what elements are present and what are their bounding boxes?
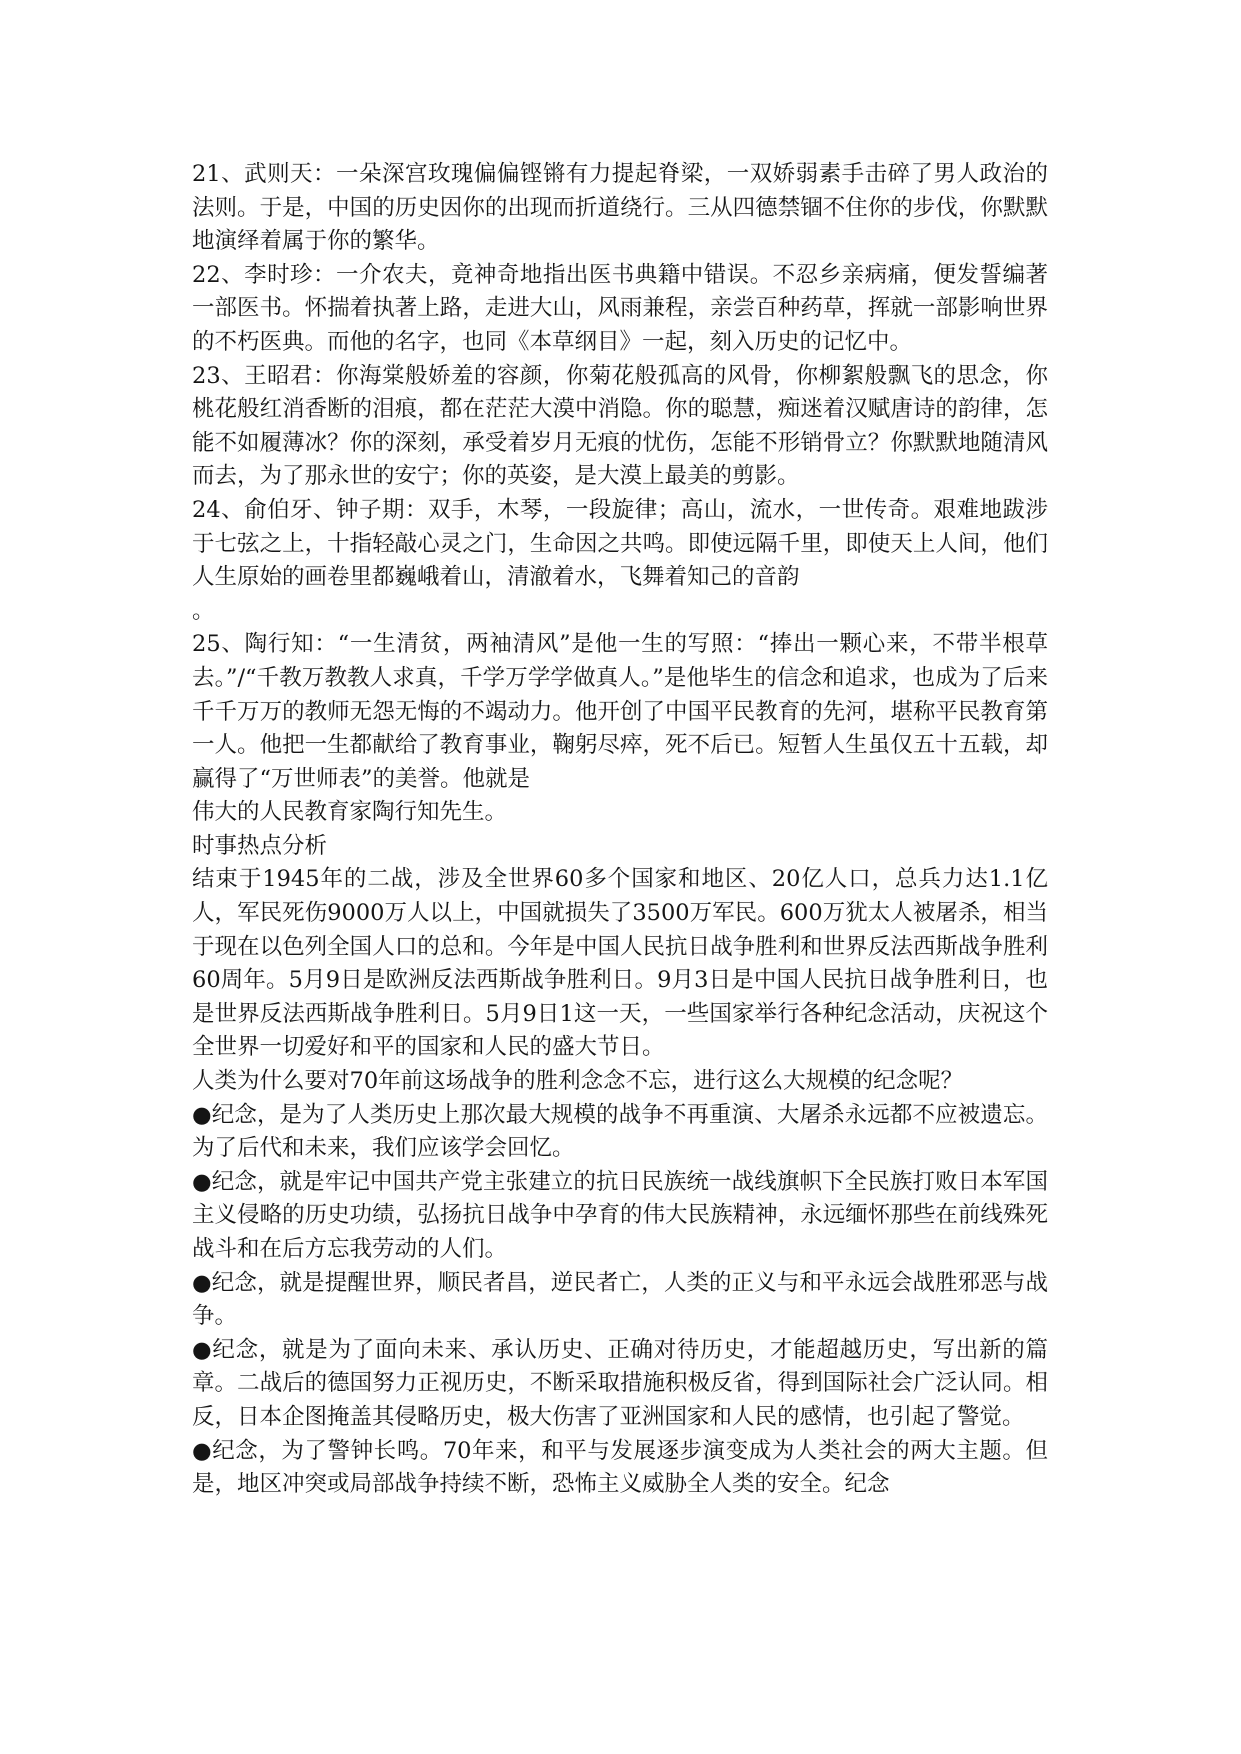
bullet-item-2: ●纪念，就是牢记中国共产党主张建立的抗日民族统一战线旗帜下全民族打败日本军国主义侵略的历史功绩，弘扬抗日战争中孕育的伟大民族精神，永远缅怀那些在前线殊死战斗和在后方忘我劳动的人们。 bbox=[192, 1168, 1048, 1262]
bullet-item-4: ●纪念，就是为了面向未来、承认历史、正确对待历史，才能超越历史，写出新的篇章。二战后的德国努力正视历史，不断采取措施积极反省，得到国际社会广泛认同。相反，日本企图掩盖其侵略历史，极大伤害了亚洲国家和人民的感情，也引起了警觉。 bbox=[192, 1336, 1048, 1430]
section-heading: 时事热点分析 bbox=[192, 832, 328, 859]
paragraph-li-shizhen: 22、李时珍：一介农夫，竟神奇地指出医书典籍中错误。不忍乡亲病痛，便发誓编著一部医书。怀揣着执著上路，走进大山，风雨兼程，亲尝百种药草，挥就一部影响世界的不朽医典。而他的名字，也同《本草纲目》一起，刻入历史的记忆中。 bbox=[192, 261, 1048, 355]
bullet-item-1: ●纪念，是为了人类历史上那次最大规模的战争不再重演、大屠杀永远都不应被遗忘。为了后代和未来，我们应该学会回忆。 bbox=[192, 1101, 1048, 1162]
bullet-item-5: ●纪念，为了警钟长鸣。70年来，和平与发展逐步演变成为人类社会的两大主题。但是，地区冲突或局部战争持续不断，恐怖主义威胁全人类的安全。纪念 bbox=[192, 1437, 1048, 1498]
paragraph-trailing-period: 。 bbox=[192, 597, 215, 624]
paragraph-question: 人类为什么要对70年前这场战争的胜利念念不忘，进行这么大规模的纪念呢？ bbox=[192, 1068, 964, 1095]
paragraph-wang-zhaojun: 23、王昭君：你海棠般娇羞的容颜，你菊花般孤高的风骨，你柳絮般飘飞的思念，你桃花般红消香断的泪痕，都在茫茫大漠中消隐。你的聪慧，痴迷着汉赋唐诗的韵律，怎能不如履薄冰？你的深刻，承受着岁月无痕的忧伤，怎能不形销骨立？你默默地随清风而去，为了那永世的安宁；你的英姿，是大漠上最美的剪影。 bbox=[192, 362, 1048, 490]
paragraph-wu-zetian: 21、武则天：一朵深宫玫瑰偏偏铿锵有力提起脊梁，一双娇弱素手击碎了男人政治的法则。于是，中国的历史因你的出现而折道绕行。三从四德禁锢不住你的步伐，你默默地演绎着属于你的繁华。 bbox=[192, 161, 1048, 255]
paragraph-tao-xingzhi: 25、陶行知：“一生清贫，两袖清风”是他一生的写照：“捧出一颗心来，不带半根草去。”/“千教万教教人求真，千学万学学做真人。”是他毕生的信念和追求，也成为了后来千千万万的教师无怨无悔的不竭动力。他开创了中国平民教育的先河，堪称平民教育第一人。他把一生都献给了教育事业，鞠躬尽瘁，死不后已。短暂人生虽仅五十五载，却赢得了“万世师表”的美誉。他就是 bbox=[192, 631, 1048, 792]
document-body bbox=[192, 158, 1048, 1502]
bullet-item-3: ●纪念，就是提醒世界，顺民者昌，逆民者亡，人类的正义与和平永远会战胜邪恶与战争。 bbox=[192, 1269, 1048, 1330]
paragraph-tao-xingzhi-end: 伟大的人民教育家陶行知先生。 bbox=[192, 799, 508, 826]
paragraph-wwii-summary: 结束于1945年的二战，涉及全世界60多个国家和地区、20亿人口，总兵力达1.1亿人，军民死伤9000万人以上，中国就损失了3500万军民。600万犹太人被屠杀，相当于现在以色列全国人口的总和。今年是中国人民抗日战争胜利和世界反法西斯战争胜利60周年。5月9日是欧洲反法西斯战争胜利日。9月3日是中国人民抗日战争胜利日，也是世界反法西斯战争胜利日。5月9日1这一天，一些国家举行各种纪念活动，庆祝这个全世界一切爱好和平的国家和人民的盛大节日。 bbox=[192, 866, 1048, 1061]
paragraph-yu-boya-zhong-ziqi: 24、俞伯牙、钟子期：双手，木琴，一段旋律；高山，流水，一世传奇。艰难地跋涉于七弦之上，十指轻敲心灵之门，生命因之共鸣。即使远隔千里，即使天上人间，他们人生原始的画卷里都巍峨着山，清澈着水，飞舞着知己的音韵 bbox=[192, 496, 1048, 591]
